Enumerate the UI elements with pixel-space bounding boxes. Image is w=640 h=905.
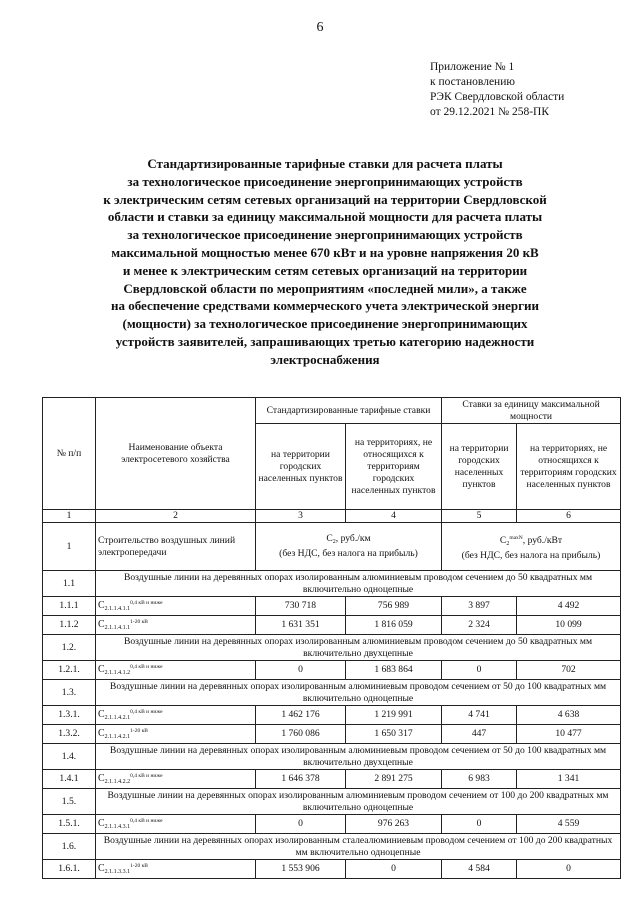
value-cell: 3 897 [442,597,517,616]
value-cell: 1 816 059 [346,616,442,635]
value-cell: 10 477 [517,725,621,744]
rate-label [96,860,256,879]
value-cell: 1 760 086 [256,725,346,744]
value-cell: 4 638 [517,706,621,725]
row-number: 1.3.1. [43,706,96,725]
section-description: Воздушные линии на деревянных опорах изолированным алюминиевым проводом сечением до 50 квадратных мм включительно двухцепные [96,635,621,661]
title-line: максимальной мощностью менее 670 кВт и на уровне напряжения 20 кВ [111,244,539,260]
row-number: 1.3.2. [43,725,96,744]
rate-subscript: 2.1.1.4.3.1 [104,824,131,830]
value-cell: 1 683 864 [346,661,442,680]
title-line: за технологическое присоединение энергопринимающих устройств [127,173,523,189]
rate-symbol: С [98,709,105,720]
rate-superscript: 0,4 кВ и ниже [130,600,163,606]
rate-symbol: С [98,619,105,630]
rate-label [96,597,256,616]
header-nonurban: на территориях, не относящихся к территориям городских населенных пунктов [517,424,621,510]
rate-symbol: С [98,773,105,784]
header-name: Наименование объекта электросетевого хозяйства [96,398,256,510]
col-number: 1 [43,510,96,523]
document-title [70,155,580,369]
rate-symbol: С [98,818,105,829]
row-number: 1.4.1 [43,770,96,789]
value-cell: 1 462 176 [256,706,346,725]
title-line: за технологическое присоединение энергопринимающих устройств [127,227,523,243]
table-row [43,725,621,744]
rate-label [96,815,256,834]
rate-label [96,725,256,744]
value-cell: 1 631 351 [256,616,346,635]
c2max-symbol: С [499,534,507,546]
rate-superscript: 1-20 кВ [130,863,148,869]
rate-label [96,706,256,725]
section-description: Воздушные линии на деревянных опорах изолированным сталеалюминиевым проводом сечением от 100 до 200 квадратных мм включительно одноцепные [96,834,621,860]
value-cell: 730 718 [256,597,346,616]
title-line: области и ставки за единицу максимальной мощности для расчета платы [107,209,543,225]
section-row [43,744,621,770]
rate-superscript: 0,4 кВ и ниже [130,664,163,670]
title-line: электроснабжения [270,351,380,367]
col-number: 6 [517,510,621,523]
rate-symbol: С [98,664,105,675]
header-std-group: Стандартизированные тарифные ставки [256,398,442,424]
value-cell: 2 324 [442,616,517,635]
value-cell: 1 219 991 [346,706,442,725]
section-number: 1.3. [43,680,96,706]
value-cell: 0 [442,815,517,834]
rate-subscript: 2.1.1.4.2.1 [104,715,131,721]
title-line: устройств заявителей, запрашивающих третью категорию надежности [115,333,535,349]
c2max-subscript: 2 [506,540,510,547]
rate-subscript: 2.1.1.4.2.2 [104,779,131,785]
c2-subscript: 2 [332,539,336,545]
section-number: 1.2. [43,635,96,661]
table-row [43,860,621,879]
rate-label [96,616,256,635]
row-number: 1.6.1. [43,860,96,879]
value-cell: 447 [442,725,517,744]
rate-superscript: 1-20 кВ [130,619,148,625]
value-cell: 0 [256,815,346,834]
rate-symbol: С [98,728,105,739]
value-cell: 0 [442,661,517,680]
value-cell: 702 [517,661,621,680]
c2max-superscript: maxN [509,534,523,541]
col-number: 3 [256,510,346,523]
appendix-line: РЭК Свердловской области [430,91,565,103]
table-row [43,706,621,725]
appendix-line: Приложение № 1 [430,61,515,73]
rate-symbol: С [98,600,105,611]
value-cell: 4 741 [442,706,517,725]
header-urban: на территории городских населенных пунктов [256,424,346,510]
value-cell: 1 553 906 [256,860,346,879]
header-nonurban: на территориях, не относящихся к территориям городских населенных пунктов [346,424,442,510]
section-row [43,571,621,597]
appendix-line: от 29.12.2021 № 258-ПК [430,106,550,118]
section-number: 1.4. [43,744,96,770]
value-cell: 1 650 317 [346,725,442,744]
appendix-line: к постановлению [430,76,515,88]
value-cell: 2 891 275 [346,770,442,789]
rate-symbol: С [98,863,105,874]
section-description: Воздушные линии на деревянных опорах изолированным алюминиевым проводом сечением от 50 до 100 квадратных мм включительно двухцепные [96,744,621,770]
c2max-note: (без НДС, без налога на прибыль) [461,549,601,561]
value-cell: 4 584 [442,860,517,879]
rate-label [96,770,256,789]
value-cell: 0 [256,661,346,680]
object-name: Строительство воздушных линий электропередачи [96,523,256,571]
rate-superscript: 0,4 кВ и ниже [130,773,163,779]
value-cell: 4 559 [517,815,621,834]
title-line: на обеспечение средствами коммерческого учета электрической энергии [110,298,540,314]
c2max-unit-header [442,523,621,571]
row-number: 1.1.1 [43,597,96,616]
section-description: Воздушные линии на деревянных опорах изолированным алюминиевым проводом сечением до 50 квадратных мм включительно одноцепные [96,571,621,597]
c2-symbol: С [326,533,333,544]
rate-superscript: 0,4 кВ и ниже [130,709,163,715]
rate-subscript: 2.1.1.4.2.1 [104,734,131,740]
header-num: № п/п [43,398,96,510]
value-cell: 756 989 [346,597,442,616]
table-row [43,597,621,616]
section-row [43,680,621,706]
value-cell: 976 263 [346,815,442,834]
col-number: 4 [346,510,442,523]
value-cell: 1 341 [517,770,621,789]
header-urban: на территории городских населенных пунктов [442,424,517,510]
row-number: 1.1.2 [43,616,96,635]
value-cell: 0 [517,860,621,879]
table-row [43,661,621,680]
row-number: 1.5.1. [43,815,96,834]
section-number: 1.6. [43,834,96,860]
title-line: Свердловской области по мероприятиям «последней мили», а также [123,280,527,296]
title-line: к электрическим сетям сетевых организаций на территории Свердловской [103,191,547,207]
col-number: 2 [96,510,256,523]
section-row [43,635,621,661]
c2-unit-header [256,523,442,571]
appendix-reference [430,60,564,120]
row-number: 1 [43,523,96,571]
col-number: 5 [442,510,517,523]
value-cell: 4 492 [517,597,621,616]
section-row [43,834,621,860]
rate-subscript: 2.1.1.3.3.1 [104,869,131,875]
c2-unit: , руб./км [335,533,371,544]
row-number: 1.2.1. [43,661,96,680]
title-line: и менее к электрическим сетям сетевых организаций на территории [122,262,528,278]
tariff-table [42,397,621,879]
rate-subscript: 2.1.1.4.1.1 [104,625,131,631]
section-number: 1.1 [43,571,96,597]
table-row [43,616,621,635]
page-number: 6 [316,20,324,35]
section-description: Воздушные линии на деревянных опорах изолированным алюминиевым проводом сечением от 100 до 200 квадратных мм включительно одноцепные [96,789,621,815]
title-line: Стандартизированные тарифные ставки для расчета платы [147,156,503,171]
rate-subscript: 2.1.1.4.1.1 [104,606,131,612]
section-description: Воздушные линии на деревянных опорах изолированным алюминиевым проводом сечением от 50 до 100 квадратных мм включительно одноцепные [96,680,621,706]
table-row [43,770,621,789]
value-cell: 0 [346,860,442,879]
title-line: (мощности) за технологическое присоединение энергопринимающих [122,316,528,332]
c2max-unit: , руб./кВт [522,534,563,546]
rate-superscript: 0,4 кВ и ниже [130,818,163,824]
c2-note: (без НДС, без налога на прибыль) [279,548,418,559]
value-cell: 6 983 [442,770,517,789]
rate-superscript: 1-20 кВ [130,728,148,734]
table-row [43,815,621,834]
section-number: 1.5. [43,789,96,815]
header-unit-group: Ставки за единицу максимальной мощности [442,398,621,424]
section-row [43,789,621,815]
value-cell: 10 099 [517,616,621,635]
rate-label [96,661,256,680]
value-cell: 1 646 378 [256,770,346,789]
rate-subscript: 2.1.1.4.1.2 [104,670,131,676]
